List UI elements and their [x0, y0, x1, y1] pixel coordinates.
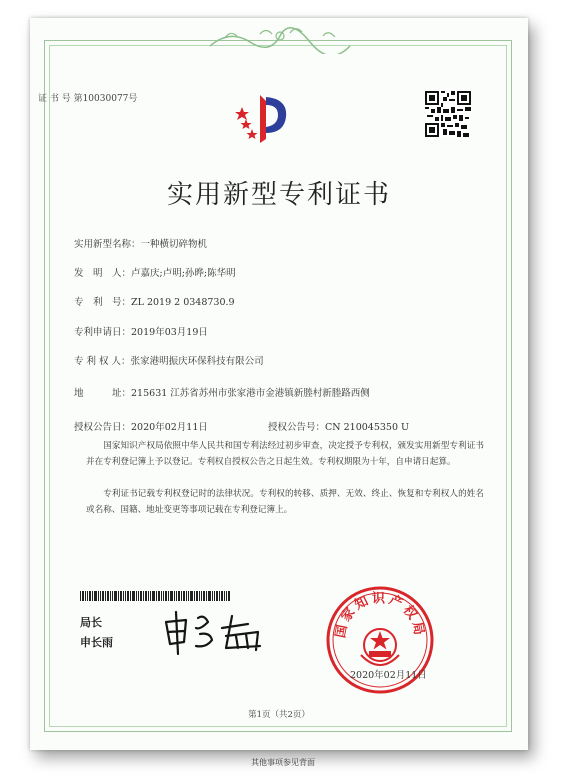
field-application-date: [74, 324, 208, 338]
field-label: 专 利 权 人：: [74, 356, 131, 367]
barcode: [80, 591, 230, 601]
signatory-name: 申长雨: [80, 636, 113, 649]
field-label: 专利申请日：: [74, 327, 132, 338]
field-value: 卢嘉庆;卢明;孙晔;陈华明: [131, 268, 236, 279]
page-indicator: 第1页（共2页）: [248, 710, 310, 720]
field-value: 2020年02月11日: [131, 422, 208, 433]
field-grant-number: [268, 419, 409, 433]
field-value: 215631 江苏省苏州市张家港市金港镇新塍村新塍路西侧: [131, 388, 370, 399]
patent-office-logo-icon: [232, 89, 292, 149]
statement-paragraph: 国家知识产权局依照中华人民共和国专利法经过初步审查，决定授予专利权，颁发实用新型专利证书并在专利登记簿上予以登记。专利权自授权公告之日起生效。专利权期限为十年，自申请日起算。: [86, 441, 484, 467]
field-patentee: [74, 353, 264, 367]
field-value: 2019年03月19日: [131, 327, 208, 338]
certificate-number: 证 书 号 第10030077号: [38, 94, 138, 104]
field-value: ZL 2019 2 0348730.9: [131, 297, 235, 308]
field-label: 实用新型名称：: [74, 239, 141, 250]
field-value: 张家港明振庆环保科技有限公司: [130, 356, 264, 367]
signatory-title: 局长: [80, 616, 102, 629]
field-value: 一种横切碎物机: [140, 239, 208, 250]
statement-paragraph: 专利证书记载专利权登记时的法律状况。专利权的转移、质押、无效、终止、恢复和专利权人的姓名或名称、国籍、地址变更等事项记载在专利登记簿上。: [86, 489, 484, 515]
handwritten-signature: [160, 604, 280, 659]
field-label: 授权公告号：: [268, 422, 326, 433]
certificate-title: 实用新型专利证书: [166, 180, 391, 210]
floral-ornament: [205, 24, 355, 54]
qr-code: [425, 91, 471, 137]
field-value: CN 210045350 U: [325, 422, 410, 433]
field-patent-number: [74, 294, 235, 308]
footer-note: 其他事项参见背面: [251, 758, 315, 767]
seal-date: 2020年02月11日: [350, 670, 427, 681]
field-label: 地 址：: [74, 388, 132, 399]
field-inventors: [74, 265, 236, 279]
field-label: 发 明 人：: [74, 268, 132, 279]
certificate-sheet: [30, 18, 528, 750]
seal-text: 国家知识产权局: [333, 591, 427, 640]
field-grant-date: [74, 419, 208, 433]
field-utility-model-name: [74, 236, 207, 250]
field-label: 专 利 号：: [74, 297, 132, 308]
field-label: 授权公告日：: [74, 422, 132, 433]
field-address: [74, 385, 370, 399]
